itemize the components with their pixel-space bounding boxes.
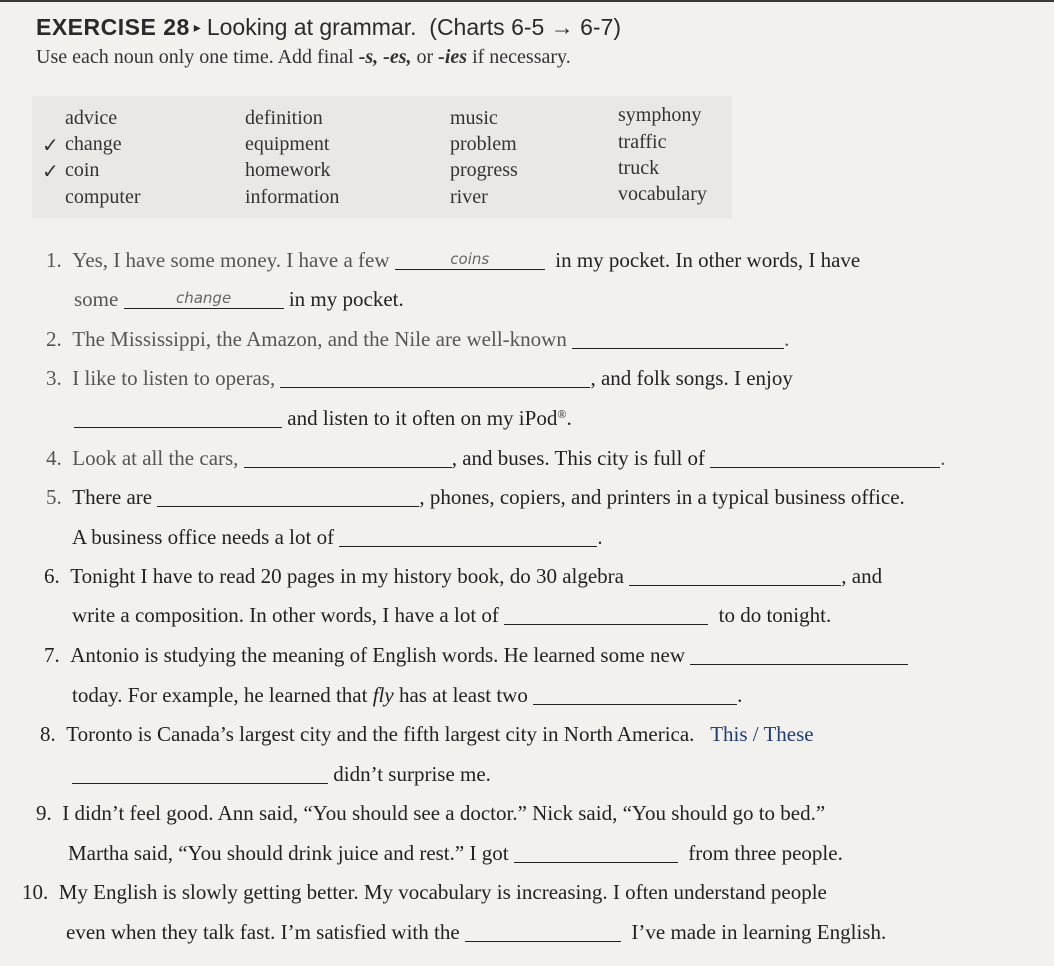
word-problem: problem [450,133,517,155]
exercise-heading: Looking at grammar. [206,14,417,40]
top-rule [0,0,1054,2]
italic-word-fly: fly [372,683,394,707]
triangle-icon: ▸ [193,19,201,35]
item-7-line-1: 7. Antonio is studying the meaning of English words. He learned some new [44,643,908,668]
item-9-line-1: 9. I didn’t feel good. Ann said, “You should see a doctor.” Nick said, “You should go to bed.” [36,801,826,825]
word-computer: computer [65,186,141,208]
answer-blank[interactable] [465,921,621,942]
item-5-line-2: A business office needs a lot of . [72,525,603,549]
word-vocabulary: vocabulary [618,183,707,205]
word-progress: progress [450,159,518,181]
answer-blank[interactable] [244,447,452,468]
check-mark-icon: ✓ [42,161,59,183]
word-box [32,96,732,218]
item-4: 4. Look at all the cars, , and buses. This city is full of . [46,446,946,470]
item-8-line-2: didn’t surprise me. [72,762,491,787]
word-change: change [65,133,122,155]
word-symphony: symphony [618,104,702,126]
answer-blank[interactable] [339,526,597,547]
check-mark-icon: ✓ [42,135,59,157]
filled-answer: coins [450,250,490,268]
answer-blank[interactable] [157,486,419,507]
instructions: Use each noun only one time. Add final -s, -es, or -ies if necessary. [36,46,571,68]
answer-blank[interactable] [504,604,708,625]
answer-blank[interactable] [280,367,590,388]
item-6-line-2: write a composition. In other words, I have a lot of to do tonight. [72,603,832,627]
choice-this-these[interactable]: This / These [710,722,814,746]
answer-blank[interactable] [629,565,841,586]
item-2: 2. The Mississippi, the Amazon, and the Nile are well-known . [46,327,790,351]
word-homework: homework [245,159,331,181]
answer-blank[interactable] [124,288,284,309]
item-1-line-2: some change in my pocket. [74,287,404,311]
exercise-title [36,14,621,41]
item-10-line-2: even when they talk fast. I’m satisfied with the I’ve made in learning English. [66,920,887,944]
item-10-line-1: 10. My English is slowly getting better. My vocabulary is increasing. I often understand people [22,880,827,904]
answer-blank[interactable] [572,328,784,349]
exercise-number: EXERCISE 28 [36,14,190,40]
filled-answer: change [175,289,232,307]
word-river: river [450,186,488,208]
item-5-line-1: 5. There are , phones, copiers, and printers in a typical business office. [46,485,905,509]
item-3-line-2: and listen to it often on my iPod®. [74,406,572,431]
answer-blank[interactable] [710,447,940,468]
word-information: information [245,186,340,208]
word-definition: definition [245,107,323,129]
item-3-line-1: 3. I like to listen to operas, , and folk songs. I enjoy [46,366,793,390]
answer-blank[interactable] [514,842,678,863]
item-7-line-2: today. For example, he learned that fly has at least two . [72,683,743,707]
answer-blank[interactable] [395,249,545,270]
item-8-line-1: 8. Toronto is Canada’s largest city and the fifth largest city in North America. This / These [40,722,814,746]
word-advice: advice [65,107,118,129]
item-9-line-2: Martha said, “You should drink juice and rest.” I got from three people. [68,841,843,865]
chart-reference: (Charts 6-5 → 6-7) [429,14,621,40]
word-equipment: equipment [245,133,330,155]
word-truck: truck [618,157,660,179]
answer-blank[interactable] [74,407,282,428]
word-coin: coin [65,159,100,181]
item-1-line-1: 1. Yes, I have some money. I have a few coins in my pocket. In other words, I have [46,248,861,272]
answer-blank[interactable] [533,684,737,705]
item-6-line-1: 6. Tonight I have to read 20 pages in my history book, do 30 algebra , and [44,564,883,588]
answer-blank[interactable] [72,763,328,784]
word-music: music [450,107,498,129]
answer-blank[interactable] [690,644,908,665]
word-traffic: traffic [618,131,667,153]
